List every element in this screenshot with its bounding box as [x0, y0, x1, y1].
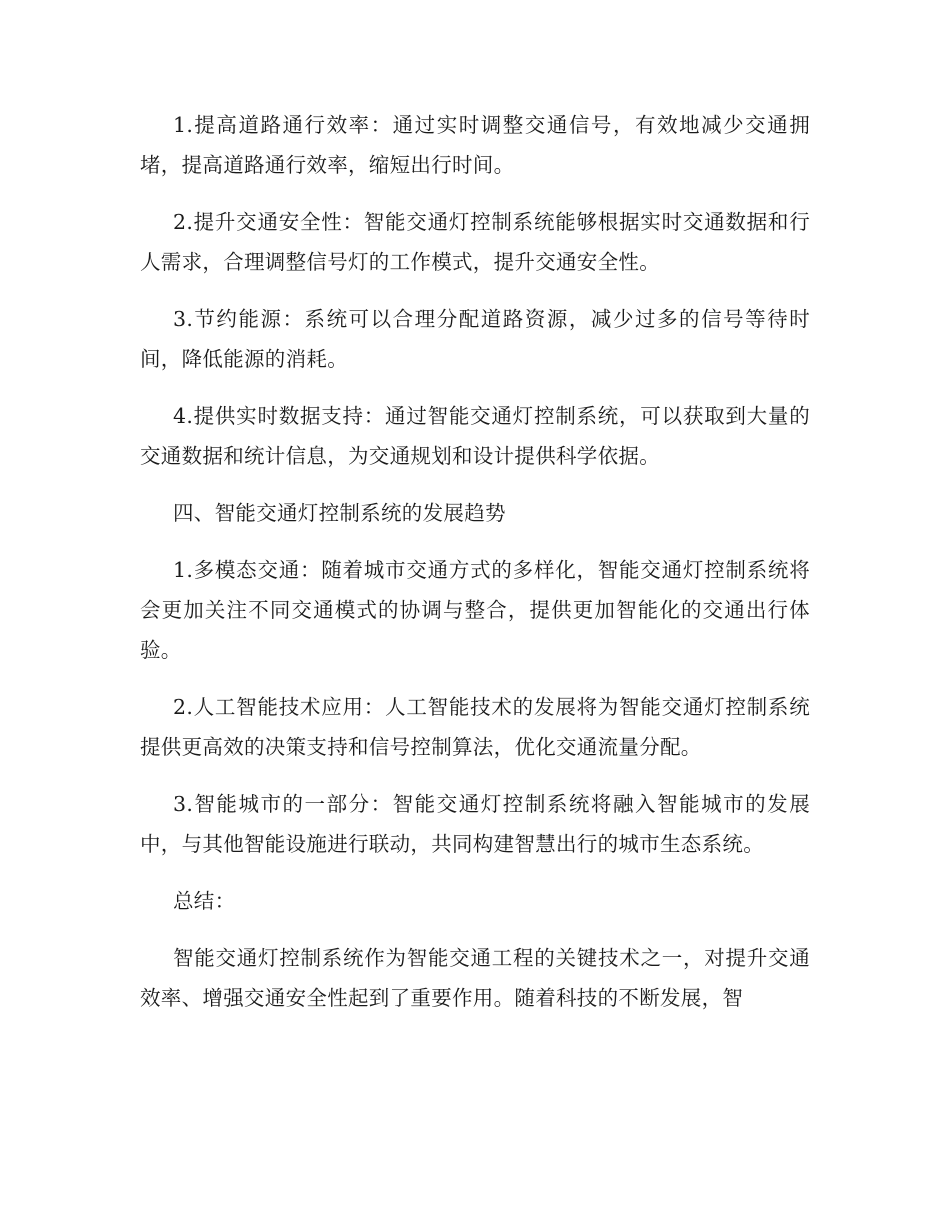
- paragraph-trend-smart-city: 3.智能城市的一部分：智能交通灯控制系统将融入智能城市的发展中，与其他智能设施进行联动，共同构建智慧出行的城市生态系统。: [140, 792, 810, 856]
- section-heading-summary: 总结：: [173, 889, 236, 913]
- paragraph-benefit-energy: 3.节约能源：系统可以合理分配道路资源，减少过多的信号等待时间，降低能源的消耗。: [140, 307, 810, 371]
- paragraph-benefit-data: 4.提供实时数据支持：通过智能交通灯控制系统，可以获取到大量的交通数据和统计信息，为交通规划和设计提供科学依据。: [140, 404, 810, 468]
- paragraph-trend-multimodal: 1.多模态交通：随着城市交通方式的多样化，智能交通灯控制系统将会更加关注不同交通模式的协调与整合，提供更加智能化的交通出行体验。: [140, 558, 810, 662]
- paragraph-benefit-efficiency: 1.提高道路通行效率：通过实时调整交通信号，有效地减少交通拥堵，提高道路通行效率，缩短出行时间。: [140, 113, 810, 177]
- paragraph-benefit-safety: 2.提升交通安全性：智能交通灯控制系统能够根据实时交通数据和行人需求，合理调整信号灯的工作模式，提升交通安全性。: [140, 210, 810, 274]
- section-heading-trends: 四、智能交通灯控制系统的发展趋势: [173, 501, 506, 525]
- paragraph-trend-ai: 2.人工智能技术应用：人工智能技术的发展将为智能交通灯控制系统提供更高效的决策支持和信号控制算法，优化交通流量分配。: [140, 695, 810, 759]
- paragraph-summary: 智能交通灯控制系统作为智能交通工程的关键技术之一，对提升交通效率、增强交通安全性起到了重要作用。随着科技的不断发展，智: [140, 946, 810, 1010]
